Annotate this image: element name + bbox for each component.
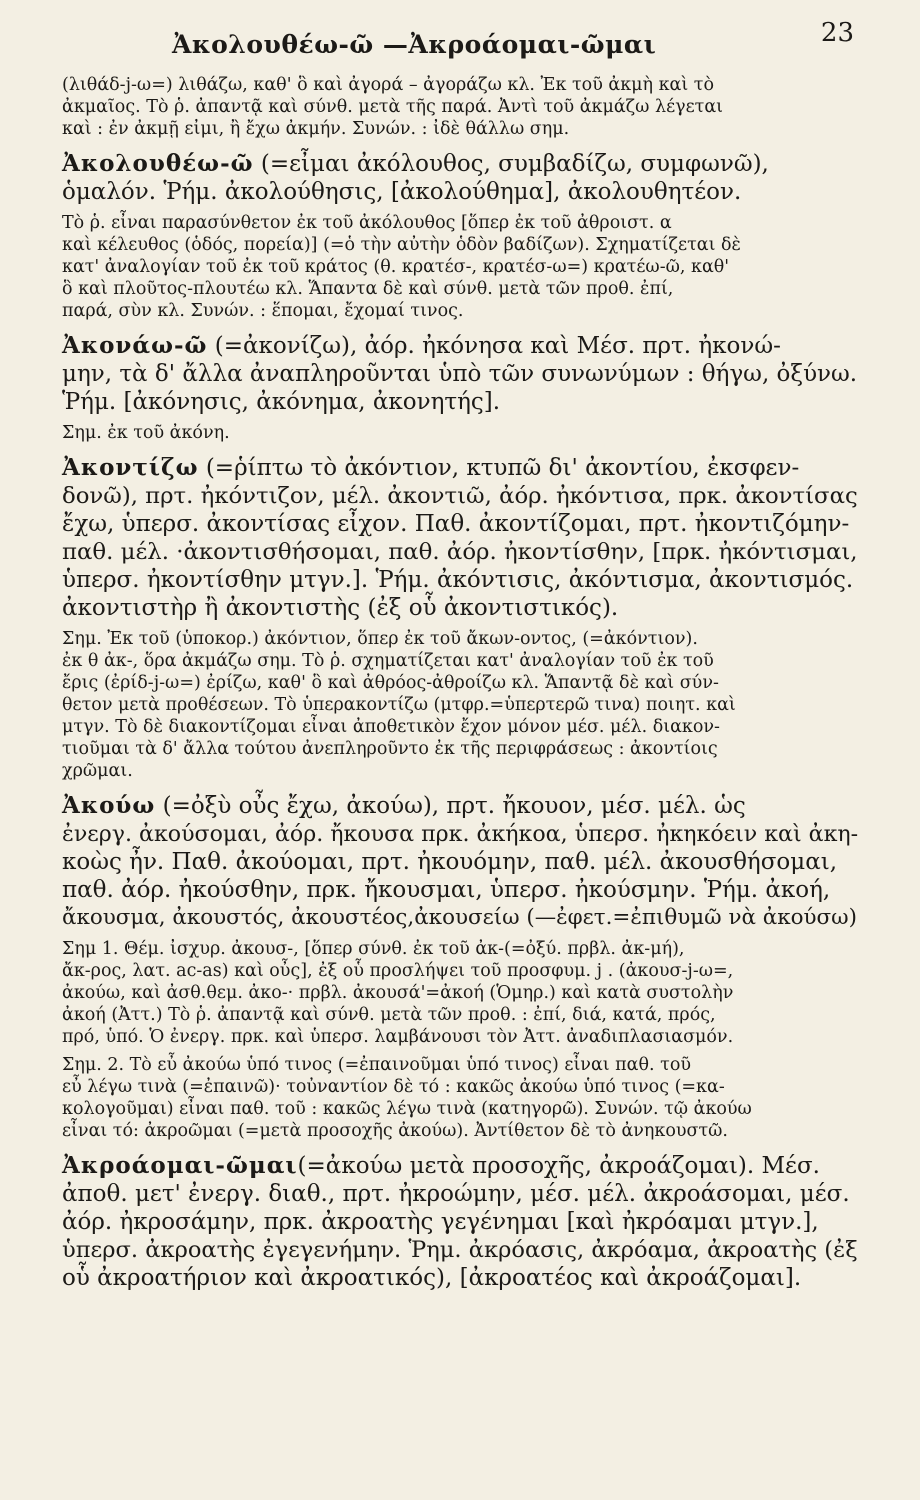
text-line: δονῶ), πρτ. ἠκόντιζον, μέλ. ἀκοντιῶ, ἀόρ. ἠκόντισα, πρκ. ἀκοντίσας <box>62 483 858 509</box>
text-line: Σημ. Ἐκ τοῦ (ὑποκορ.) ἀκόντιον, ὅπερ ἐκ τοῦ ἄκων-οντος, (=ἀκόντιον). <box>62 629 698 649</box>
text-line: τιοῦμαι τὰ δ' ἄλλα τούτου ἀνεπληροῦντο ἐκ τῆς περιφράσεως : ἀκοντίοις <box>62 739 718 759</box>
headword: Ἀκούω <box>62 792 156 819</box>
note <box>62 628 862 782</box>
text-line: μην, τὰ δ' ἄλλα ἀναπληροῦνται ὑπὸ τῶν συνωνύμων : θήγω, ὀξύνω. <box>62 361 858 387</box>
text-line: Σημ 1. Θέμ. ἰσχυρ. ἀκουσ-, [ὅπερ σύνθ. ἐκ τοῦ ἀκ-(=ὀξύ. πρβλ. ἀκ-μή), <box>62 939 685 959</box>
text-line: ἀόρ. ἠκροσάμην, πρκ. ἀκροατὴς γεγένημαι [καὶ ἠκρόαμαι μτγν.], <box>62 1209 819 1235</box>
entry-text: (=ἀκονίζω), ἀόρ. ἠκόνησα καὶ Μέσ. πρτ. ἠκονώ- <box>207 333 781 359</box>
text-line: ἔχω, ὑπερσ. ἀκοντίσας εἶχον. Παθ. ἀκοντίζομαι, πρτ. ἠκοντιζόμην- <box>62 511 850 537</box>
text-line: ἐνεργ. ἀκούσομαι, ἀόρ. ἤκουσα πρκ. ἀκήκοα, ὑπερσ. ἠκηκόειν καὶ ἀκη- <box>62 821 859 847</box>
headword: Ἀκολουθέω-ῶ <box>62 150 254 177</box>
text-line: ἀποθ. μετ' ἐνεργ. διαθ., πρτ. ἠκροώμην, μέσ. μέλ. ἀκροάσομαι, μέσ. <box>62 1181 850 1207</box>
text-line: καὶ : ἐν ἀκμῇ εἰμι, ἢ ἔχω ἀκμήν. Συνών. : ἰδὲ θάλλω σημ. <box>62 119 570 139</box>
text-line: ἄκ-ρος, λατ. ac-as) καὶ οὖς], ἐξ οὗ προσλήψει τοῦ προσφυμ. j . (ἀκουσ-j-ω=, <box>62 961 734 981</box>
text-line: κολογοῦμαι) εἶναι παθ. τοῦ : κακῶς λέγω τινὰ (κατηγορῶ). Συνών. τῷ ἀκούω <box>62 1099 752 1119</box>
note <box>62 212 862 322</box>
text-line: κατ' ἀναλογίαν τοῦ ἐκ τοῦ κράτος (θ. κρατέσ-, κρατέσ-ω=) κρατέω-ῶ, καθ' <box>62 257 730 277</box>
text-line: εἶναι τό: ἀκροῶμαι (=μετὰ προσοχῆς ἀκούω). Ἀντίθετον δὲ τὸ ἀνηκουστῶ. <box>62 1121 728 1141</box>
entry-akroaomai <box>62 1152 862 1292</box>
continuation-note <box>62 74 862 140</box>
entry-akoloutheo <box>62 150 862 206</box>
text-line: παρά, σὺν κλ. Συνών. : ἕπομαι, ἔχομαί τινος. <box>62 301 464 321</box>
text-line: ἀκοή (Ἀττ.) Τὸ ῥ. ἀπαντᾷ καὶ σύνθ. μετὰ τῶν προθ. : ἐπί, διά, κατά, πρός, <box>62 1005 716 1025</box>
text-line: ἔρις (ἐρίδ-j-ω=) ἐρίζω, καθ' ὃ καὶ ἀθρόος-ἀθροίζω κλ. Ἅπαντᾷ δὲ καὶ σύν- <box>62 673 719 693</box>
running-head: Ἀκολουθέω-ῶ —Ἀκροάομαι-ῶμαι <box>172 30 657 59</box>
text-line: ὑπερσ. ἀκροατὴς ἐγεγενήμην. Ῥημ. ἀκρόασις, ἀκρόαμα, ἀκροατὴς (ἐξ <box>62 1237 858 1263</box>
entry-first-line <box>62 454 862 482</box>
entry-akouo <box>62 792 862 932</box>
text-line: χρῶμαι. <box>62 761 133 781</box>
entry-text: (=ῥίπτω τὸ ἀκόντιον, κτυπῶ δι' ἀκοντίου, ἐκσφεν- <box>198 455 800 481</box>
page-header <box>62 18 862 74</box>
page-number: 23 <box>820 18 854 48</box>
text-line: κοὼς ἦν. Παθ. ἀκούομαι, πρτ. ἠκουόμην, παθ. μέλ. ἀκουσθήσομαι, <box>62 849 838 875</box>
text-line: ἀκοντιστὴρ ἢ ἀκοντιστὴς (ἐξ οὗ ἀκοντιστικός). <box>62 595 619 621</box>
text-line: Σημ. 2. Τὸ εὖ ἀκούω ὑπό τινος (=ἐπαινοῦμαι ὑπό τινος) εἶναι παθ. τοῦ <box>62 1055 692 1075</box>
entry-first-line <box>62 1152 862 1180</box>
entry-akontizo <box>62 454 862 622</box>
text-line: οὗ ἀκροατήριον καὶ ἀκροατικός), [ἀκροατέος καὶ ἀκροάζομαι]. <box>62 1265 802 1291</box>
text-line: ὑπερσ. ἠκοντίσθην μτγν.]. Ῥήμ. ἀκόντισις, ἀκόντισμα, ἀκοντισμός. <box>62 567 854 593</box>
entry-first-line <box>62 332 862 360</box>
text-line: ἐκ θ ἀκ-, ὅρα ἀκμάζω σημ. Τὸ ῥ. σχηματίζεται κατ' ἀναλογίαν τοῦ ἐκ τοῦ <box>62 651 714 671</box>
note <box>62 1054 862 1142</box>
entry-akonao <box>62 332 862 416</box>
entry-text: (=ἀκούω μετὰ προσοχῆς, ἀκροάζομαι). Μέσ. <box>297 1153 820 1179</box>
text-line: ὃ καὶ πλοῦτος-πλουτέω κλ. Ἅπαντα δὲ καὶ σύνθ. μετὰ τῶν προθ. ἐπί, <box>62 279 674 299</box>
text-line: παθ. ἀόρ. ἠκούσθην, πρκ. ἤκουσμαι, ὑπερσ. ἠκούσμην. Ῥήμ. ἀκοή, <box>62 877 831 903</box>
note <box>62 422 862 444</box>
text-line: ἀκμαῖος. Τὸ ῥ. ἀπαντᾷ καὶ σύνθ. μετὰ τῆς παρά. Ἀντὶ τοῦ ἀκμάζω λέγεται <box>62 97 724 117</box>
text-line: ἀκούω, καὶ ἀσθ.θεμ. ἀκο-· πρβλ. ἀκουσά'=ἀκοή (Ὁμηρ.) καὶ κατὰ συστολὴν <box>62 983 734 1003</box>
headword: Ἀκονάω-ῶ <box>62 332 208 359</box>
text-line: ἄκουσμα, ἀκουστός, ἀκουστέος,ἀκουσείω (—ἐφετ.=ἐπιθυμῶ νὰ ἀκούσω) <box>62 905 857 930</box>
text-line: θετον μετὰ προθέσεων. Τὸ ὑπερακοντίζω (μτφρ.=ὑπερτερῶ τινα) ποιητ. καὶ <box>62 695 736 715</box>
text-line: Σημ. ἐκ τοῦ ἀκόνη. <box>62 423 230 443</box>
text-line: παθ. μέλ. ·ἀκοντισθήσομαι, παθ. ἀόρ. ἠκοντίσθην, [πρκ. ἠκόντισμαι, <box>62 539 858 565</box>
entry-first-line <box>62 792 862 820</box>
text-line: καὶ κέλευθος (ὁδός, πορεία)] (=ὁ τὴν αὐτὴν ὁδὸν βαδίζων). Σχηματίζεται δὲ <box>62 235 741 255</box>
entry-text: (=ὀξὺ οὖς ἔχω, ἀκούω), πρτ. ἤκουον, μέσ. μέλ. ὡς <box>155 793 746 819</box>
headword: Ἀκοντίζω <box>62 454 199 481</box>
note <box>62 938 862 1048</box>
text-line: εὖ λέγω τινὰ (=ἐπαινῶ)· τοὐναντίον δὲ τό : κακῶς ἀκούω ὑπό τινος (=κα- <box>62 1077 725 1097</box>
entry-text: (=εἶμαι ἀκόλουθος, συμβαδίζω, συμφωνῶ), <box>253 151 769 177</box>
text-line: μτγν. Τὸ δὲ διακοντίζομαι εἶναι ἀποθετικὸν ἔχον μόνον μέσ. μέλ. διακον- <box>62 717 720 737</box>
text-line: Ῥήμ. [ἀκόνησις, ἀκόνημα, ἀκονητής]. <box>62 389 501 415</box>
text-line: Τὸ ῥ. εἶναι παρασύνθετον ἐκ τοῦ ἀκόλουθος [ὅπερ ἐκ τοῦ ἀθροιστ. α <box>62 213 672 233</box>
text-line: πρό, ὑπό. Ὁ ἐνεργ. πρκ. καὶ ὑπερσ. λαμβάνουσι τὸν Ἀττ. ἀναδιπλασιασμόν. <box>62 1027 734 1047</box>
text-line: ὁμαλόν. Ῥήμ. ἀκολούθησις, [ἀκολούθημα], ἀκολουθητέον. <box>62 179 742 205</box>
entry-first-line <box>62 150 862 178</box>
headword: Ἀκροάομαι-ῶμαι <box>62 1152 298 1179</box>
text-line: (λιθάδ-j-ω=) λιθάζω, καθ' ὃ καὶ ἀγορά – ἀγοράζω κλ. Ἐκ τοῦ ἀκμὴ καὶ τὸ <box>62 75 714 95</box>
